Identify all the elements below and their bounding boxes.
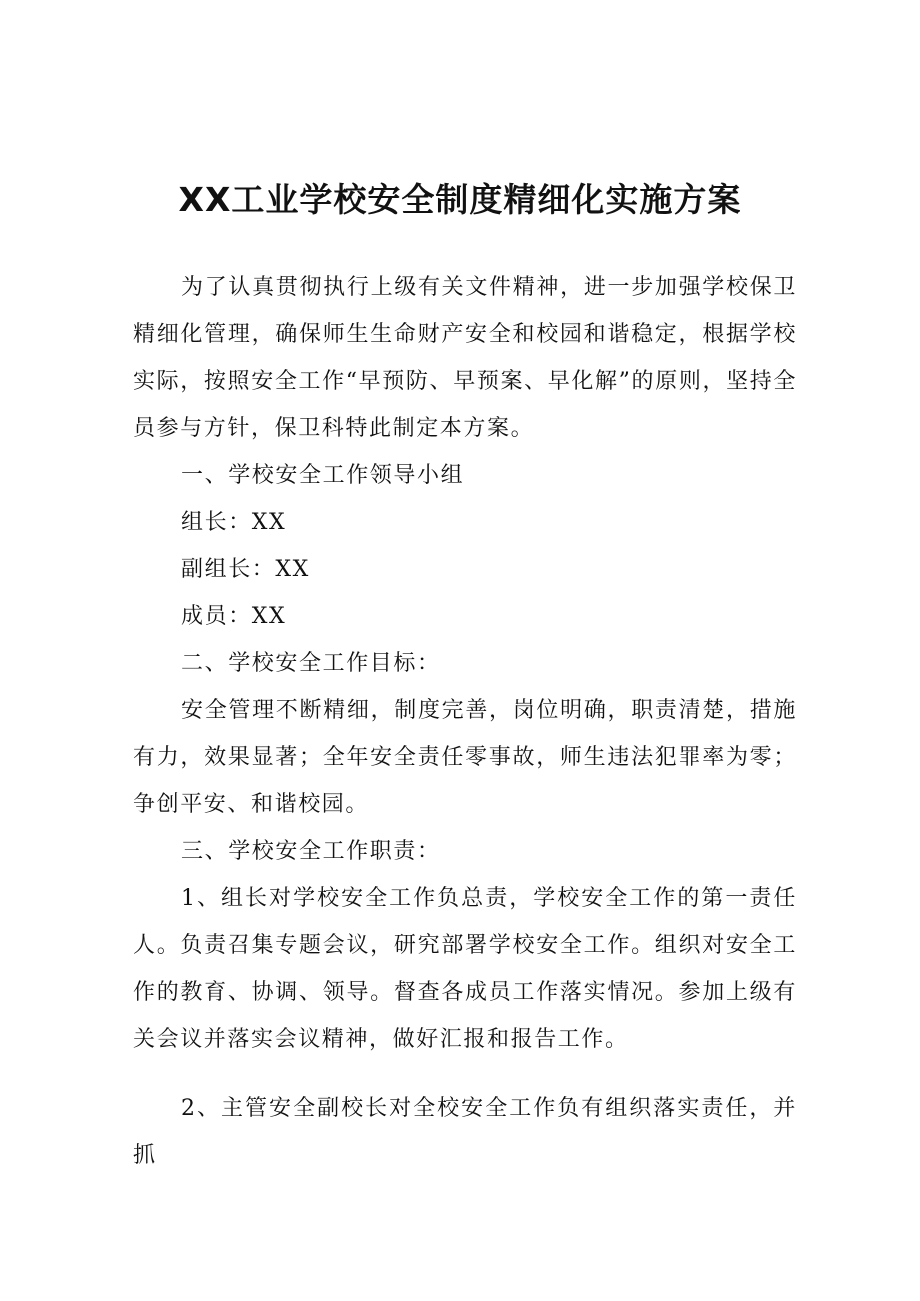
duty-item-1: 1、组长对学校安全工作负总责，学校安全工作的第一责任人。负责召集专题会议，研究部署学校安全工作。组织对安全工作的教育、协调、领导。督查各成员工作落实情况。参加上级有关会议并落实会议精神，做好汇报和报告工作。 — [133, 886, 797, 1052]
section-heading-goals: 二、学校安全工作目标： — [181, 651, 441, 676]
section-heading-leadership-group: 一、学校安全工作领导小组 — [181, 463, 465, 488]
intro-paragraph: 为了认真贯彻执行上级有关文件精神，进一步加强学校保卫精细化管理，确保师生生命财产安全和校园和谐稳定，根据学校实际，按照安全工作“早预防、早预案、早化解”的原则，坚持全员参与方针，保卫科特此制定本方案。 — [133, 275, 797, 441]
document-title: XX工业学校安全制度精细化实施方案 — [178, 180, 742, 219]
document-body — [133, 264, 797, 1179]
section-heading-duties: 三、学校安全工作职责： — [181, 839, 441, 864]
group-leader-line: 组长：XX — [181, 510, 287, 535]
deputy-leader-line: 副组长：XX — [181, 557, 310, 582]
duty-item-2: 2、主管安全副校长对全校安全工作负有组织落实责任，并抓 — [133, 1096, 797, 1168]
members-line: 成员：XX — [181, 604, 287, 629]
goals-paragraph: 安全管理不断精细，制度完善，岗位明确，职责清楚，措施有力，效果显著；全年安全责任零事故，师生违法犯罪率为零；争创平安、和谐校园。 — [133, 698, 797, 817]
